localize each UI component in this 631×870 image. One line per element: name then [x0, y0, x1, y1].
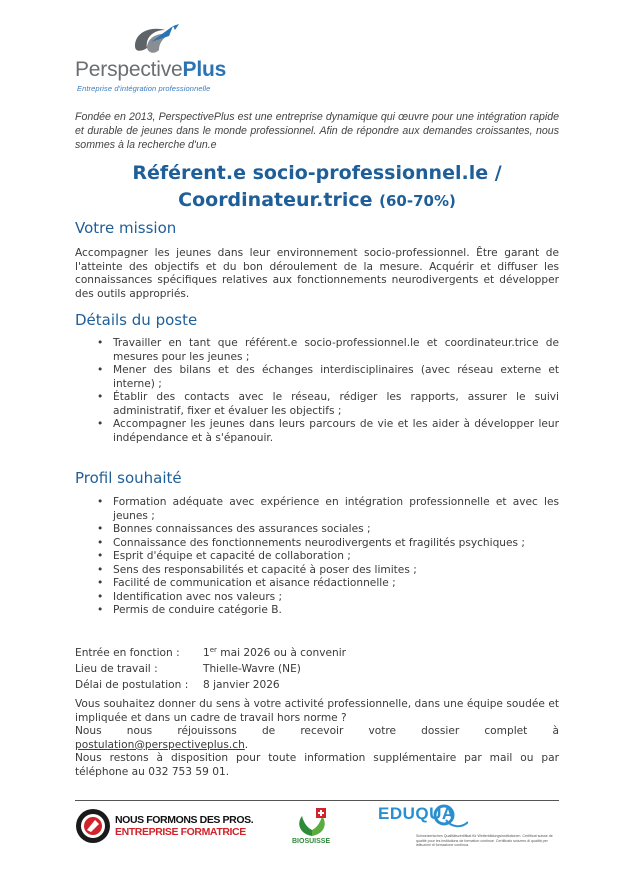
details-list	[75, 337, 559, 445]
start-date-value: 1er mai 2026 ou à convenir	[203, 646, 346, 659]
closing-section	[75, 698, 559, 779]
list-item: • Formation adéquate avec expérience en intégration professionnelle et avec les jeunes ;	[75, 496, 559, 523]
mission-heading: Votre mission	[75, 219, 177, 237]
eduqua-q-icon	[428, 804, 468, 828]
eduqua-wordmark: EDUQUA	[378, 804, 455, 823]
bud-icon	[290, 806, 334, 838]
workplace-row	[75, 661, 559, 677]
list-item: • Permis de conduire catégorie B.	[75, 604, 559, 618]
training-badge-icon	[75, 808, 111, 844]
intro-paragraph: Fondée en 2013, PerspectivePlus est une entreprise dynamique qui œuvre pour une intégration rapide et durable de jeunes dans le monde professionnel. Afin de répondre aux demandes croissantes, nous sommes à la recherche d'un.e	[75, 111, 559, 151]
training-company-logo	[75, 808, 254, 844]
email-line: postulation@perspectiveplus.ch.	[75, 738, 249, 751]
logo-swoosh-icon	[125, 22, 181, 58]
list-item: • Identification avec nos valeurs ;	[75, 591, 559, 605]
list-item: • Connaissance des fonctionnements neurodivergents et fragilités psychiques ;	[75, 537, 559, 551]
training-line2: ENTREPRISE FORMATRICE	[115, 826, 246, 838]
training-line1: NOUS FORMONS DES PROS.	[115, 814, 254, 826]
closing-question: Vous souhaitez donner du sens à votre activité professionnelle, dans une équipe soudée et impliquée et dans un cadre de travail hors norme ?	[75, 698, 559, 724]
biosuisse-logo	[290, 806, 340, 850]
list-item: • Facilité de communication et aisance rédactionnelle ;	[75, 577, 559, 591]
profile-list	[75, 496, 559, 618]
list-item: • Sens des responsabilités et capacité à poser des limites ;	[75, 564, 559, 578]
logo-tagline: Entreprise d'intégration professionnelle	[77, 84, 211, 93]
job-title-line1: Référent.e socio-professionnel.le /	[132, 162, 502, 184]
job-info	[75, 645, 559, 693]
logo-wordmark: PerspectivePlus	[75, 58, 227, 81]
start-date-label: Entrée en fonction :	[75, 647, 180, 659]
eduqua-logo	[378, 804, 558, 856]
eduqua-description: Schweizerisches Qualitätszertifikat für Weiterbildungsinstitutionen. Certificat suisse de qualité pour les institutions de formation continue. Certificato svizzero di qualità per istituzioni di formazione continua.	[416, 834, 553, 848]
list-item: • Établir des contacts avec le réseau, rédiger les rapports, assurer le suivi administratif, fixer et évaluer les objectifs ;	[75, 391, 559, 418]
list-item: • Esprit d'équipe et capacité de collaboration ;	[75, 550, 559, 564]
job-title-line2: Coordinateur.trice (60-70%)	[178, 189, 456, 211]
workplace-label: Lieu de travail :	[75, 663, 158, 675]
list-item: • Travailler en tant que référent.e socio-professionnel.le et coordinateur.trice de mesures pour les jeunes ;	[75, 337, 559, 364]
closing-contact: Nous restons à disposition pour toute information supplémentaire par mail ou par téléphone au 032 753 59 01.	[75, 752, 559, 778]
application-email-link[interactable]: postulation@perspectiveplus.ch	[75, 738, 245, 751]
mission-text: Accompagner les jeunes dans leur environnement socio-professionnel. Être garant de l'atteinte des objectifs et du bon déroulement de la mesure. Acquérir et diffuser les connaissances spécifiques relatives aux fonctionnements neurodivergents et développer des outils appropriés.	[75, 247, 559, 300]
details-heading: Détails du poste	[75, 311, 198, 329]
profile-heading: Profil souhaité	[75, 469, 182, 487]
company-logo	[75, 22, 235, 102]
list-item: • Mener des bilans et des échanges interdisciplinaires (avec réseau externe et interne) ;	[75, 364, 559, 391]
deadline-value: 8 janvier 2026	[203, 679, 280, 691]
start-date-row	[75, 645, 559, 661]
list-item: • Bonnes connaissances des assurances sociales ;	[75, 523, 559, 537]
deadline-label: Délai de postulation :	[75, 679, 189, 691]
job-percentage: (60-70%)	[379, 192, 456, 210]
biosuisse-text: BIOSUISSE	[292, 838, 331, 845]
closing-invitation: Nous nous réjouissons de recevoir votre dossier complet à	[75, 725, 559, 737]
job-title	[75, 160, 559, 215]
workplace-value: Thielle-Wavre (NE)	[203, 663, 301, 675]
footer-divider	[75, 800, 559, 801]
deadline-row	[75, 677, 559, 693]
list-item: • Accompagner les jeunes dans leurs parcours de vie et les aider à développer leur indépendance et à s'épanouir.	[75, 418, 559, 445]
